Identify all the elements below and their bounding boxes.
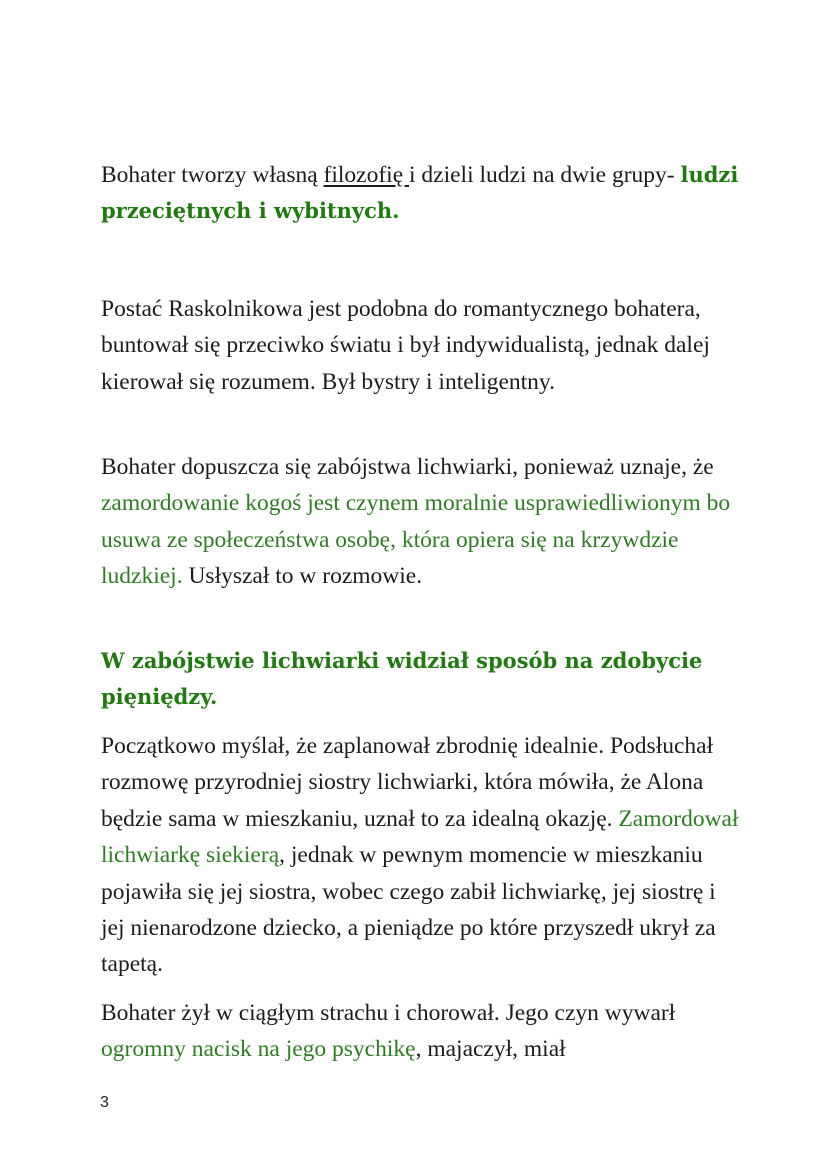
paragraph-raskolnikov [101,291,741,400]
paragraph-text: Bohater dopuszcza się zabójstwa lichwiarki, ponieważ uznaje, że [101,454,714,480]
highlight-green: zamordowanie kogoś jest czynem moralnie usprawiedliwionym bo usuwa ze społeczeństwa osobę, która opiera się na krzywdzie ludzkiej. [101,490,731,590]
paragraph-text: Początkowo myślał, że zaplanował zbrodnię idealnie. Podsłuchał rozmowę przyrodniej siostry lichwiarki, która mówiła, że Alona będzie sama w mieszkaniu, uznał to za idealną okazję. [101,733,714,832]
paragraph-text: i dzieli ludzi na dwie grupy- [409,162,681,188]
highlight-bold: ludzi przeciętnych i wybitnych. [101,162,739,224]
paragraph-text: , jednak w pewnym momencie w mieszkaniu pojawiła się jej siostra, wobec czego zabił lichwiarkę, jej siostrę i jej nienarodzone dziecko, a pieniądze po które przyszedł ukrył za tapetą. [101,842,716,978]
paragraph-aftermath [101,995,741,1068]
paragraph-text: Bohater żył w ciągłym strachu i chorował. Jego czyn wywarł [101,1000,676,1026]
highlight-green: ogromny nacisk na jego psychikę [101,1036,416,1063]
paragraph-philosophy [101,157,741,230]
paragraph-murder-justification [101,449,741,595]
page-number: 3 [100,1094,109,1111]
philosophy-link[interactable]: filozofię [323,162,410,188]
paragraph-text: , majaczył, miał [415,1036,566,1063]
highlight-green: Zamordował lichwiarkę siekierą [101,805,739,869]
paragraph-text: Postać Raskolnikowa jest podobna do romantycznego bohatera, buntował się przeciwko światu i był indywidualistą, jednak dalej kierował się rozumem. Był bystry i inteligentny. [101,296,710,395]
paragraph-crime [101,728,741,983]
section-heading: W zabójstwie lichwiarki widział sposób na zdobycie pięniędzy. [101,648,703,710]
paragraph-text: Usłyszał to w rozmowie. [182,563,423,590]
paragraph-text: Bohater tworzy własną [101,162,324,188]
